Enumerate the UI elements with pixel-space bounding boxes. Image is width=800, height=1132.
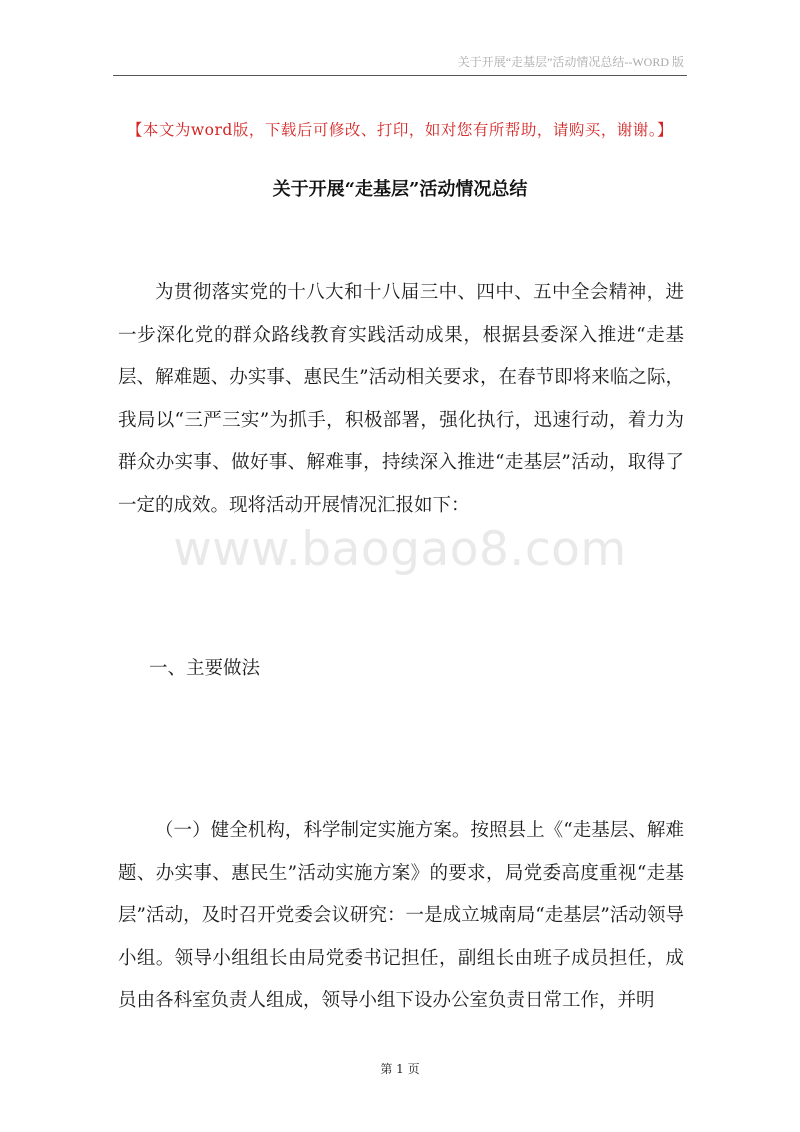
- intro-paragraph: 为贯彻落实党的十八大和十八届三中、四中、五中全会精神，进一步深化党的群众路线教育实践活动成果，根据县委深入推进“走基层、解难题、办实事、惠民生”活动相关要求，在春节即将来临之际，我局以“三严三实”为抓手，积极部署，强化执行，迅速行动，着力为群众办实事、做好事、解难事，持续深入推进“走基层”活动，取得了一定的成效。现将活动开展情况汇报如下：: [118, 282, 684, 516]
- page-number: 第 1 页: [380, 1062, 420, 1076]
- running-header: 关于开展“走基层”活动情况总结--WORD 版: [457, 55, 684, 69]
- section-1-item-1-paragraph: （一）健全机构，科学制定实施方案。按照县上《“走基层、解难题、办实事、惠民生”活动实施方案》的要求，局党委高度重视“走基层”活动，及时召开党委会议研究：一是成立城南局“走基层”活动领导小组。领导小组组长由局党委书记担任，副组长由班子成员担任，成员由各科室负责人组成，领导小组下设办公室负责日常工作，并明: [118, 820, 684, 1012]
- section-heading-main-practices: 一、主要做法: [149, 658, 261, 679]
- header-divider: [113, 75, 687, 76]
- document-title: 关于开展“走基层”活动情况总结: [272, 179, 528, 200]
- site-watermark: www.baogao8.com: [173, 522, 627, 577]
- purchase-notice: 【本文为word版，下载后可修改、打印，如对您有所帮助，请购买，谢谢。】: [126, 121, 674, 139]
